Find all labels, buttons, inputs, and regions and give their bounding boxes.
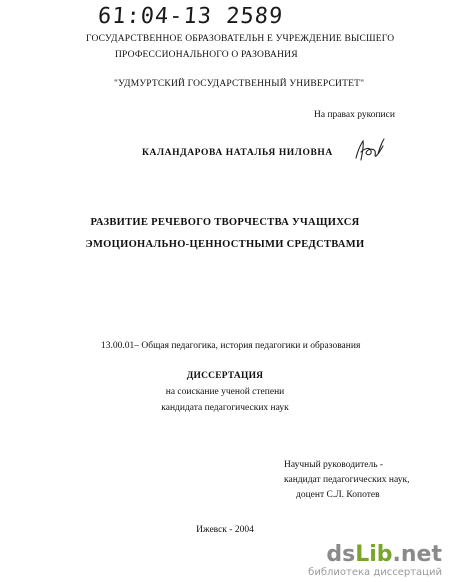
- specialty-code: 13.00.01– Общая педагогика, история педагогики и образования: [101, 341, 361, 351]
- watermark-logo: [308, 544, 442, 566]
- watermark-logo-ds: ds: [326, 542, 356, 567]
- city-year: Ижевск - 2004: [196, 525, 254, 535]
- watermark-logo-lib: Lib: [355, 542, 393, 567]
- organization-line-2: ПРОФЕССИОНАЛЬНОГО О РАЗОВАНИЯ: [115, 50, 298, 60]
- university-name: "УДМУРТСКИЙ ГОСУДАРСТВЕННЫЙ УНИВЕРСИТЕТ": [114, 79, 365, 89]
- watermark-subtitle: библиотека диссертаций: [308, 567, 442, 578]
- dissertation-title-line-1: РАЗВИТИЕ РЕЧЕВОГО ТВОРЧЕСТВА УЧАЩИХСЯ: [90, 217, 360, 228]
- degree-line-2: кандидата педагогических наук: [161, 403, 289, 413]
- author-name: КАЛАНДАРОВА НАТАЛЬЯ НИЛОВНА: [142, 148, 333, 158]
- advisor-line-2: кандидат педагогических наук,: [284, 475, 410, 485]
- advisor-line-3: доцент С.Л. Копотев: [296, 490, 380, 500]
- author-signature: [352, 136, 386, 166]
- document-type: ДИССЕРТАЦИЯ: [186, 371, 264, 381]
- watermark: [308, 544, 442, 578]
- manuscript-rights-note: На правах рукописи: [314, 110, 395, 120]
- dissertation-title-line-2: ЭМОЦИОНАЛЬНО-ЦЕННОСТНЫМИ СРЕДСТВАМИ: [85, 239, 365, 250]
- watermark-logo-net: .net: [392, 542, 442, 567]
- advisor-line-1: Научный руководитель -: [284, 460, 384, 470]
- degree-line-1: на соискание ученой степени: [165, 387, 285, 397]
- organization-line-1: ГОСУДАРСТВЕННОЕ ОБРАЗОВАТЕЛЬН Е УЧРЕЖДЕНИЕ ВЫСШЕГО: [86, 34, 395, 44]
- handwritten-archive-code: 61:04-13 2589: [97, 4, 285, 29]
